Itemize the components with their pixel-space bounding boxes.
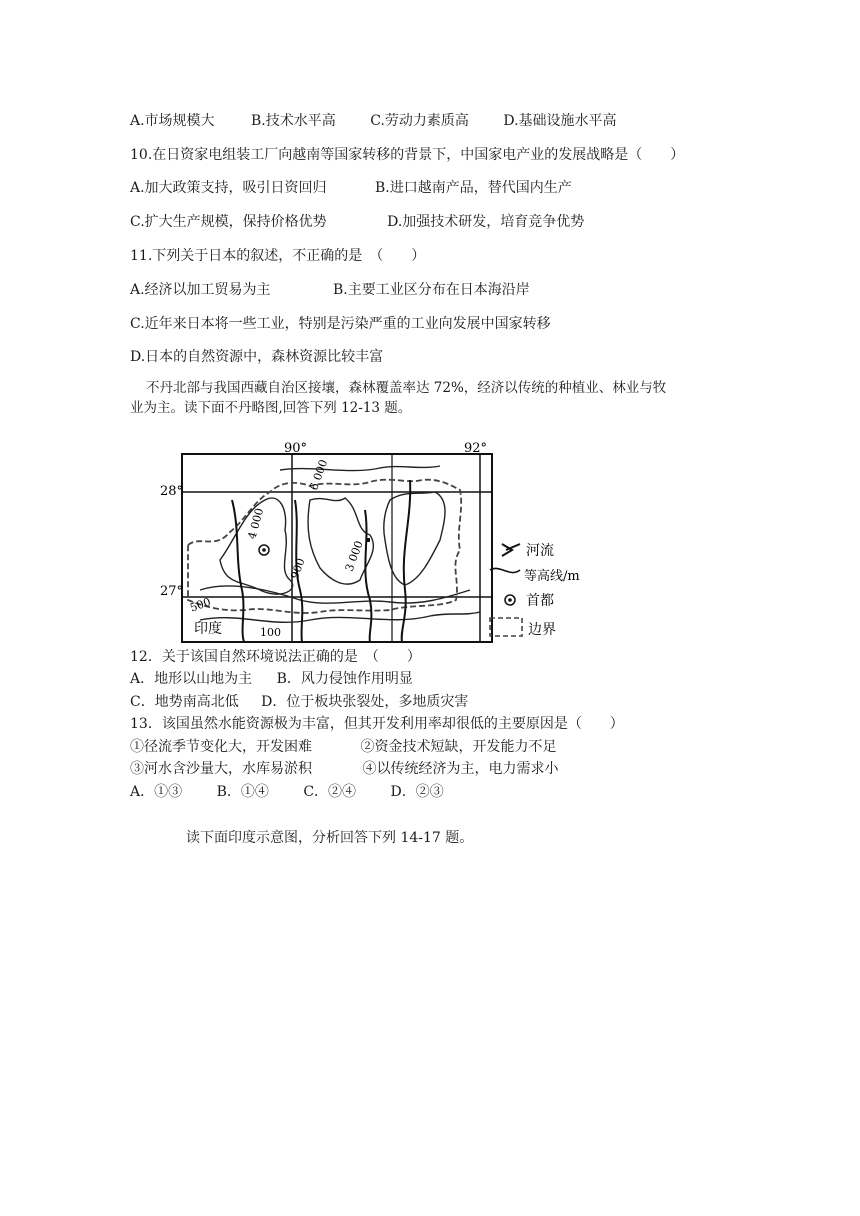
lon-92-label: 92° bbox=[464, 441, 488, 456]
contour-3000 bbox=[308, 498, 373, 584]
river-east-central bbox=[365, 510, 371, 642]
river-icon bbox=[502, 544, 520, 556]
lat-28-label: 28° bbox=[160, 484, 184, 499]
contour-6000 bbox=[280, 466, 440, 471]
q11-option-d: D.日本的自然资源中，森林资源比较丰富 bbox=[130, 349, 384, 365]
q11-option-b: B.主要工业区分布在日本海沿岸 bbox=[333, 282, 530, 298]
q9-option-d: D.基础设施水平高 bbox=[503, 113, 617, 129]
contour-label-6000: 6 000 bbox=[307, 457, 331, 492]
q13-statement-2: ②资金技术短缺，开发能力不足 bbox=[360, 739, 557, 755]
q10-option-a: A.加大政策支持，吸引日资回归 bbox=[130, 180, 327, 196]
q10-options-row2 bbox=[130, 212, 584, 232]
q11-options-row1 bbox=[130, 280, 530, 300]
q12-option-b: B．风力侵蚀作用明显 bbox=[276, 671, 413, 687]
contour-label-4000: 4 000 bbox=[245, 506, 267, 541]
q13-options bbox=[130, 782, 444, 802]
q11-option-a: A.经济以加工贸易为主 bbox=[130, 282, 271, 298]
contour-label-900: 900 bbox=[288, 556, 308, 581]
q13-option-a: A．①③ bbox=[130, 784, 183, 800]
q13-statements-row1 bbox=[130, 737, 556, 757]
q12-options-row2 bbox=[130, 692, 468, 712]
q12-option-a: A．地形以山地为主 bbox=[130, 671, 253, 687]
q12-stem: 12．关于该国自然环境说法正确的是 （ ） bbox=[130, 649, 421, 665]
contour-500 bbox=[200, 586, 470, 603]
q13-option-c: C．②④ bbox=[303, 784, 357, 800]
q11-option-c: C.近年来日本将一些工业，特别是污染严重的工业向发展中国家转移 bbox=[130, 316, 551, 332]
peak-marker bbox=[366, 538, 370, 542]
q9-option-a: A.市场规模大 bbox=[130, 113, 215, 129]
map-legend bbox=[490, 542, 580, 638]
contour-east-highland bbox=[384, 492, 445, 585]
border-icon bbox=[490, 618, 522, 636]
river-west bbox=[232, 500, 244, 642]
q12-option-d: D．位于板块张裂处，多地质灾害 bbox=[261, 694, 469, 710]
india-region-label: 印度 bbox=[194, 621, 222, 637]
bhutan-sketch-map bbox=[160, 440, 580, 645]
q13-stem: 13．该国虽然水能资源极为丰富，但其开发利用率却很低的主要原因是（ ） bbox=[130, 716, 624, 732]
contour-label-3000: 3 000 bbox=[342, 539, 366, 574]
intro-12-13-line2: 业为主。读下面不丹略图,回答下列 12-13 题。 bbox=[130, 400, 412, 416]
q10-option-b: B.进口越南产品，替代国内生产 bbox=[375, 180, 572, 196]
q11-stem: 11.下列关于日本的叙述，不正确的是 （ ） bbox=[130, 248, 426, 264]
intro-14-17: 读下面印度示意图，分析回答下列 14-17 题。 bbox=[186, 830, 474, 846]
q9-options bbox=[130, 111, 617, 131]
river-east bbox=[402, 480, 411, 642]
q13-statements-row2 bbox=[130, 759, 558, 779]
q10-stem: 10.在日资家电组装工厂向越南等国家转移的背景下，中国家电产业的发展战略是（ ） bbox=[130, 147, 685, 163]
legend-river-label: 河流 bbox=[526, 543, 554, 559]
intro-12-13-line1: 不丹北部与我国西藏自治区接壤，森林覆盖率达 72%，经济以传统的种植业、林业与牧 bbox=[146, 380, 667, 396]
q9-option-b: B.技术水平高 bbox=[251, 113, 336, 129]
q13-option-d: D．②③ bbox=[390, 784, 444, 800]
q12-options-row1 bbox=[130, 669, 413, 689]
contour-label-500: 500 bbox=[188, 595, 213, 615]
contour-line-icon bbox=[490, 568, 520, 572]
legend-border-label: 边界 bbox=[528, 622, 556, 638]
q10-option-d: D.加强技术研发，培育竞争优势 bbox=[387, 214, 585, 230]
q13-option-b: B．①④ bbox=[216, 784, 269, 800]
q13-statement-4: ④以传统经济为主，电力需求小 bbox=[362, 761, 559, 777]
q13-statement-3: ③河水含沙量大，水库易淤积 bbox=[130, 761, 312, 777]
contour-label-100: 100 bbox=[260, 626, 281, 639]
q12-option-c: C．地势南高北低 bbox=[130, 694, 239, 710]
lat-27-label: 27° bbox=[160, 584, 184, 599]
q13-statement-1: ①径流季节变化大，开发困难 bbox=[130, 739, 312, 755]
lon-90-label: 90° bbox=[284, 441, 308, 456]
q9-option-c: C.劳动力素质高 bbox=[370, 113, 469, 129]
q10-options-row1 bbox=[130, 178, 572, 198]
legend-contour-label: 等高线/m bbox=[524, 569, 580, 584]
q10-option-c: C.扩大生产规模，保持价格优势 bbox=[130, 214, 327, 230]
legend-capital-label: 首都 bbox=[526, 593, 554, 609]
